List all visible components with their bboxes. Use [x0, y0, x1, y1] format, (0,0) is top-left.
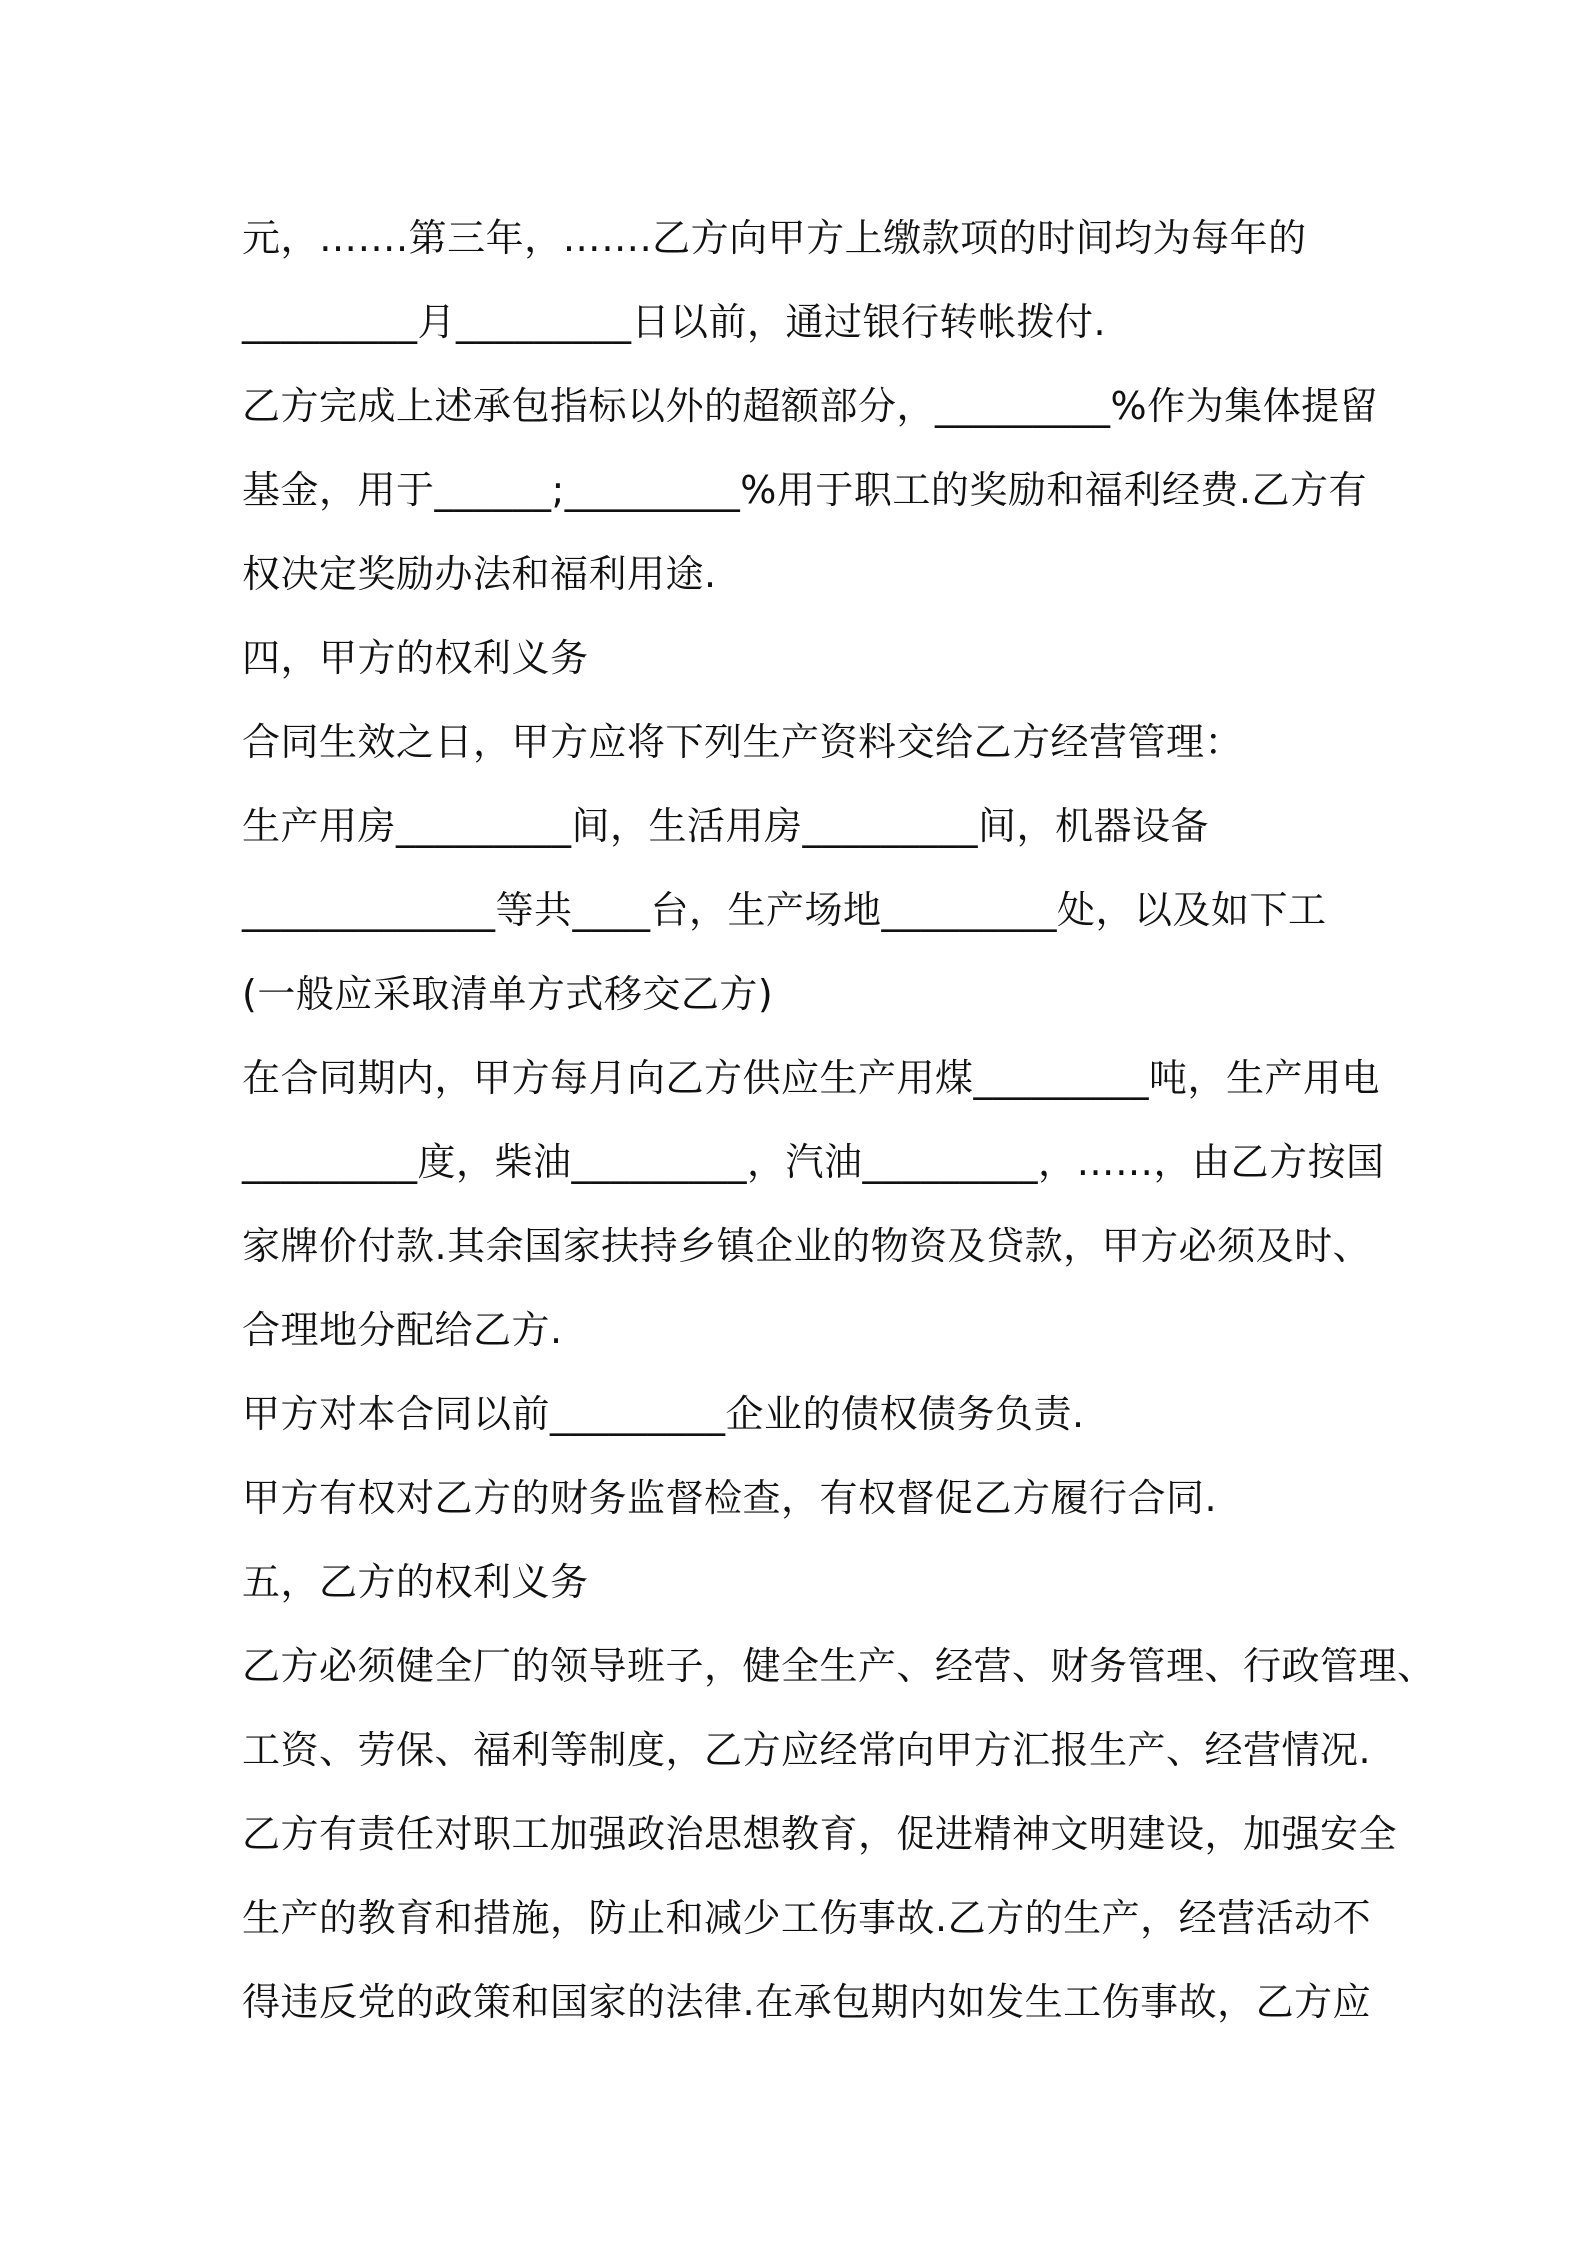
text-line: 合理地分配给乙方.	[242, 1308, 563, 1352]
text-line: 合同生效之日，甲方应将下列生产资料交给乙方经营管理：	[242, 720, 1244, 764]
contract-text-body	[242, 196, 1436, 2044]
text-line: 生产用房_________间，生活用房_________间，机器设备	[242, 804, 1210, 848]
text-line: (一般应采取清单方式移交乙方)	[242, 972, 774, 1016]
text-line: 在合同期内，甲方每月向乙方供应生产用煤_________吨，生产用电	[242, 1056, 1381, 1100]
text-line: _________月_________日以前，通过银行转帐拨付.	[242, 300, 1107, 344]
text-line: 乙方有责任对职工加强政治思想教育，促进精神文明建设，加强安全	[242, 1812, 1398, 1856]
section-heading-party-b: 五，乙方的权利义务	[242, 1560, 589, 1604]
text-line: 得违反党的政策和国家的法律.在承包期内如发生工伤事故，乙方应	[242, 1980, 1372, 2024]
text-line: 元，…….第三年，…….乙方向甲方上缴款项的时间均为每年的	[242, 216, 1307, 260]
text-line: 工资、劳保、福利等制度，乙方应经常向甲方汇报生产、经营情况.	[242, 1728, 1372, 1772]
section-heading-party-a: 四，甲方的权利义务	[242, 636, 589, 680]
text-line: 乙方必须健全厂的领导班子，健全生产、经营、财务管理、行政管理、	[242, 1644, 1436, 1688]
text-line: 乙方完成上述承包指标以外的超额部分，_________%作为集体提留	[242, 384, 1379, 428]
text-line: 甲方对本合同以前_________企业的债权债务负责.	[242, 1392, 1085, 1436]
text-line: 生产的教育和措施，防止和减少工伤事故.乙方的生产，经营活动不	[242, 1896, 1372, 1940]
text-line: 甲方有权对乙方的财务监督检查，有权督促乙方履行合同.	[242, 1476, 1218, 1520]
text-line: 基金，用于______;_________%用于职工的奖励和福利经费.乙方有	[242, 468, 1367, 512]
text-line: _________度，柴油_________，汽油_________，……，由乙方按国	[242, 1140, 1385, 1184]
text-line: _____________等共____台，生产场地_________处，以及如下工	[242, 888, 1327, 932]
text-line: 家牌价付款.其余国家扶持乡镇企业的物资及贷款，甲方必须及时、	[242, 1224, 1372, 1268]
text-line: 权决定奖励办法和福利用途.	[242, 552, 717, 596]
